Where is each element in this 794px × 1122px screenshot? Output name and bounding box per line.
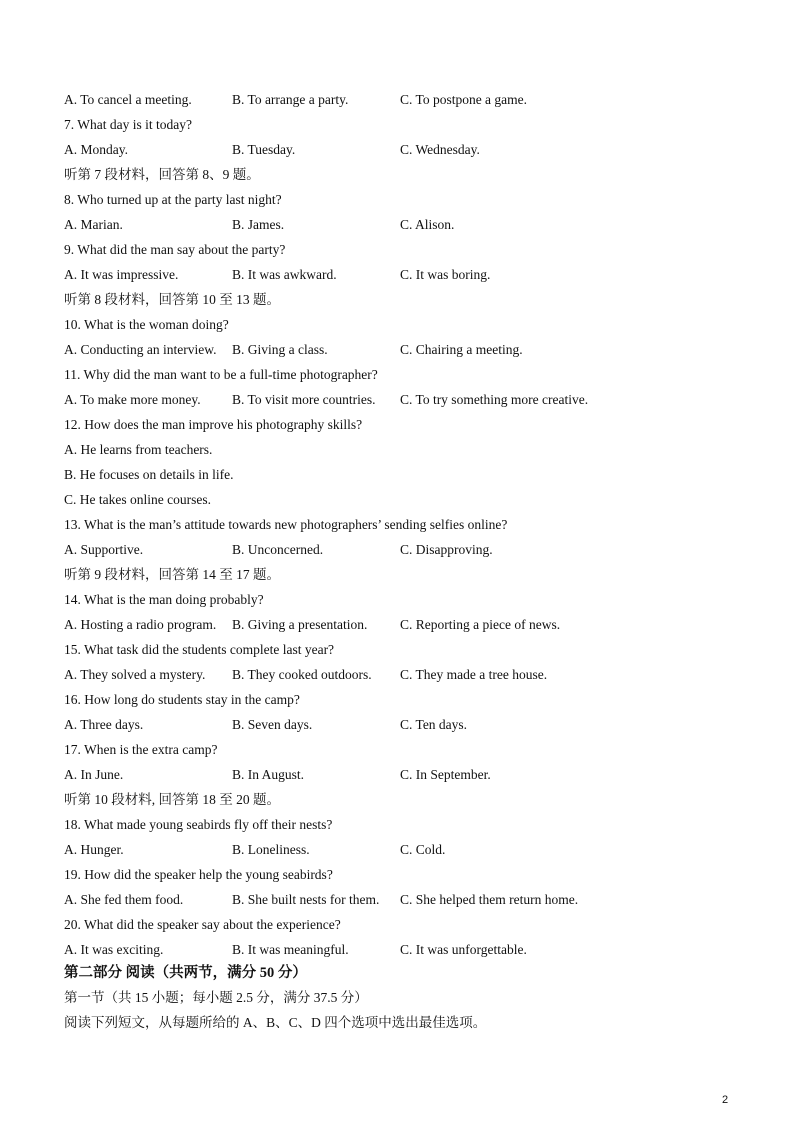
text-line: 13. What is the man’s attitude towards new photographers’ sending selfies online?	[64, 517, 508, 532]
option-c: C. To postpone a game.	[400, 92, 528, 107]
text-line: 11. Why did the man want to be a full-time photographer?	[64, 367, 378, 382]
option-c: C. To try something more creative.	[400, 392, 589, 407]
option-b: B. Seven days.	[232, 717, 313, 732]
option-b: B. Tuesday.	[232, 142, 296, 157]
section-subtitle: 第一节（共 15 小题；每小题 2.5 分，满分 37.5 分）	[64, 990, 368, 1005]
option-c: C. It was boring.	[400, 267, 491, 282]
text-line: 听第 9 段材料，回答第 14 至 17 题。	[64, 567, 280, 582]
option-c: C. She helped them return home.	[400, 892, 579, 907]
text-line: 8. Who turned up at the party last night?	[64, 192, 282, 207]
option-a: A. Monday.	[64, 142, 128, 157]
section-title: 第二部分 阅读（共两节，满分 50 分）	[64, 965, 307, 981]
option-c: C. They made a tree house.	[400, 667, 548, 682]
option-a: A. It was exciting.	[64, 942, 164, 957]
text-line: 17. When is the extra camp?	[64, 742, 218, 757]
text-line: 20. What did the speaker say about the experience?	[64, 917, 341, 932]
option-b: B. To visit more countries.	[232, 392, 376, 407]
option-a: A. They solved a mystery.	[64, 667, 206, 682]
option-c: C. Alison.	[400, 217, 455, 232]
option-b: B. It was awkward.	[232, 267, 337, 282]
text-line: 16. How long do students stay in the camp?	[64, 692, 300, 707]
text-line: 12. How does the man improve his photography skills?	[64, 417, 363, 432]
option-a: A. Supportive.	[64, 542, 144, 557]
option-b: B. James.	[232, 217, 285, 232]
option-b: B. Giving a presentation.	[232, 617, 368, 632]
text-line: 15. What task did the students complete last year?	[64, 642, 335, 657]
option-a: A. To cancel a meeting.	[64, 92, 192, 107]
section-instruction: 阅读下列短文，从每题所给的 A、B、C、D 四个选项中选出最佳选项。	[64, 1015, 487, 1030]
option-c: C. Reporting a piece of news.	[400, 617, 561, 632]
text-line: C. He takes online courses.	[64, 492, 211, 507]
option-b: B. She built nests for them.	[232, 892, 380, 907]
option-a: A. It was impressive.	[64, 267, 179, 282]
option-b: B. To arrange a party.	[232, 92, 349, 107]
option-c: C. Chairing a meeting.	[400, 342, 523, 357]
option-c: C. It was unforgettable.	[400, 942, 527, 957]
text-line: 听第 8 段材料，回答第 10 至 13 题。	[64, 292, 280, 307]
text-line: B. He focuses on details in life.	[64, 467, 234, 482]
option-c: C. Disapproving.	[400, 542, 493, 557]
text-line: 听第 10 段材料, 回答第 18 至 20 题。	[64, 792, 280, 807]
text-line: A. He learns from teachers.	[64, 442, 213, 457]
option-a: A. Marian.	[64, 217, 123, 232]
option-b: B. Unconcerned.	[232, 542, 324, 557]
page-number: 2	[722, 1094, 729, 1106]
text-line: 14. What is the man doing probably?	[64, 592, 264, 607]
text-line: 听第 7 段材料，回答第 8、9 题。	[64, 167, 260, 182]
option-b: B. Loneliness.	[232, 842, 310, 857]
option-a: A. Three days.	[64, 717, 144, 732]
text-line: 18. What made young seabirds fly off their nests?	[64, 817, 333, 832]
option-b: B. In August.	[232, 767, 305, 782]
text-line: 7. What day is it today?	[64, 117, 192, 132]
option-a: A. She fed them food.	[64, 892, 184, 907]
option-a: A. Hosting a radio program.	[64, 617, 217, 632]
text-line: 19. How did the speaker help the young seabirds?	[64, 867, 333, 882]
option-c: C. In September.	[400, 767, 491, 782]
text-line: 10. What is the woman doing?	[64, 317, 229, 332]
text-line: 9. What did the man say about the party?	[64, 242, 286, 257]
option-a: A. Conducting an interview.	[64, 342, 217, 357]
option-b: B. Giving a class.	[232, 342, 328, 357]
option-a: A. To make more money.	[64, 392, 201, 407]
option-c: C. Wednesday.	[400, 142, 480, 157]
option-a: A. Hunger.	[64, 842, 124, 857]
option-c: C. Cold.	[400, 842, 446, 857]
option-b: B. They cooked outdoors.	[232, 667, 372, 682]
option-b: B. It was meaningful.	[232, 942, 349, 957]
option-a: A. In June.	[64, 767, 124, 782]
option-c: C. Ten days.	[400, 717, 468, 732]
